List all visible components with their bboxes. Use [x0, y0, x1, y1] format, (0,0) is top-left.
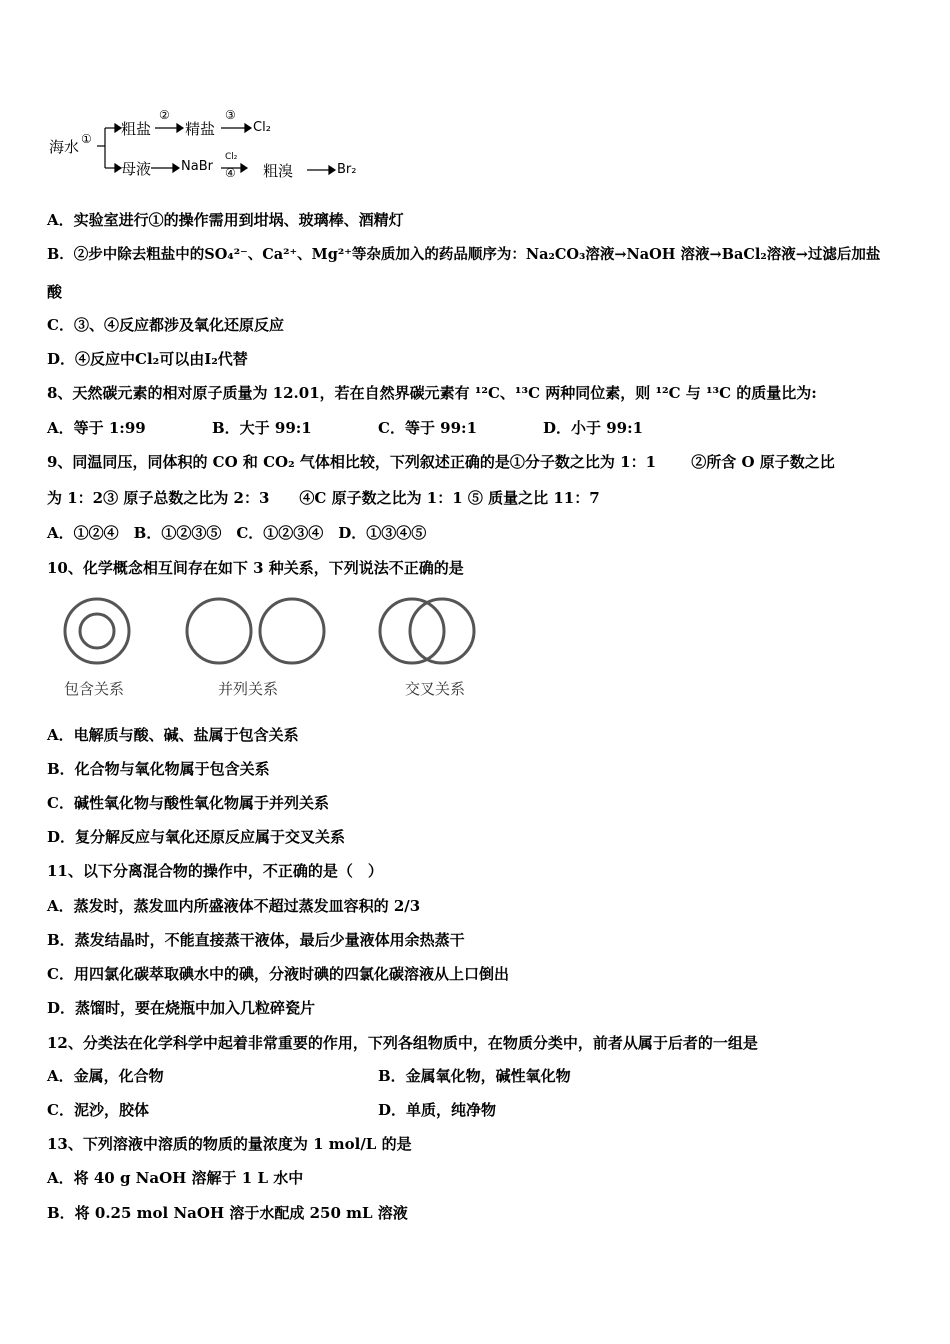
q7-option-a: A．实验室进行①的操作需用到坩埚、玻璃棒、酒精灯: [47, 211, 404, 229]
step3-label: ③: [225, 108, 236, 122]
q9-stem: 9、同温同压，同体积的 CO 和 CO₂ 气体相比较，下列叙述正确的是①分子数之比为 1：1 ②所含 O 原子数之比: [47, 453, 835, 471]
q12-option-d: D．单质，纯净物: [378, 1101, 497, 1119]
q7-option-b: B．②步中除去粗盐中的SO₄²⁻、Ca²⁺、Mg²⁺等杂质加入的药品顺序为：Na₂CO₃溶液→NaOH 溶液→BaCl₂溶液→过滤后加盐: [47, 246, 881, 263]
seawater-process-diagram: [45, 108, 375, 188]
q7-option-c: C．③、④反应都涉及氧化还原反应: [47, 316, 284, 334]
parallel-label: 并列关系: [218, 680, 279, 698]
parallel-left-circle: [187, 599, 251, 663]
refined-salt-label: 精盐: [185, 120, 216, 138]
q8-stem: 8、天然碳元素的相对原子质量为 12.01，若在自然界碳元素有 ¹²C、¹³C 两种同位素，则 ¹²C 与 ¹³C 的质量比为:: [47, 384, 817, 402]
step1-label: ①: [81, 132, 92, 146]
cross-label: 交叉关系: [405, 680, 466, 698]
q11-option-b: B．蒸发结晶时，不能直接蒸干液体，最后少量液体用余热蒸干: [47, 931, 465, 949]
q10-stem: 10、化学概念相互间存在如下 3 种关系，下列说法不正确的是: [47, 559, 464, 577]
br2-label: Br₂: [337, 162, 357, 177]
step4-label: ④: [225, 166, 236, 180]
q12-option-b: B．金属氧化物，碱性氧化物: [378, 1067, 571, 1085]
cl2-reagent-label: Cl₂: [225, 152, 238, 162]
relation-diagrams: [55, 592, 495, 672]
q7-option-b-cont: 酸: [47, 283, 63, 301]
cross-left-circle: [380, 599, 444, 663]
q10-option-d: D．复分解反应与氧化还原反应属于交叉关系: [47, 828, 346, 846]
q12-stem: 12、分类法在化学科学中起着非常重要的作用，下列各组物质中，在物质分类中，前者从属于后者的一组是: [47, 1034, 758, 1052]
parallel-right-circle: [260, 599, 324, 663]
q7-option-d: D．④反应中Cl₂可以由I₂代替: [47, 350, 248, 368]
q8-option-a: A．等于 1:99: [47, 419, 146, 437]
containment-label: 包含关系: [64, 680, 125, 698]
q12-option-a: A．金属，化合物: [47, 1067, 164, 1085]
q13-option-b: B．将 0.25 mol NaOH 溶于水配成 250 mL 溶液: [47, 1204, 408, 1222]
containment-outer-circle: [65, 599, 129, 663]
q11-stem: 11、以下分离混合物的操作中，不正确的是（ ）: [47, 862, 383, 880]
containment-inner-circle: [80, 614, 114, 648]
q9-options: A．①②④ B．①②③⑤ C．①②③④ D．①③④⑤: [47, 524, 427, 542]
q10-option-b: B．化合物与氧化物属于包含关系: [47, 760, 270, 778]
q13-stem: 13、下列溶液中溶质的物质的量浓度为 1 mol/L 的是: [47, 1135, 412, 1153]
q11-option-d: D．蒸馏时，要在烧瓶中加入几粒碎瓷片: [47, 999, 316, 1017]
q11-option-a: A．蒸发时，蒸发皿内所盛液体不超过蒸发皿容积的 2/3: [47, 897, 421, 915]
q11-option-c: C．用四氯化碳萃取碘水中的碘，分液时碘的四氯化碳溶液从上口倒出: [47, 965, 509, 983]
step2-label: ②: [159, 108, 170, 122]
q9-stem-cont: 为 1：2③ 原子总数之比为 2：3 ④C 原子数之比为 1：1 ⑤ 质量之比 11：7: [47, 489, 600, 507]
cl2-label: Cl₂: [253, 120, 271, 135]
q12-option-c: C．泥沙，胶体: [47, 1101, 149, 1119]
q10-option-c: C．碱性氧化物与酸性氧化物属于并列关系: [47, 794, 329, 812]
mother-liquor-label: 母液: [121, 160, 152, 178]
crude-bromine-label: 粗溴: [263, 162, 294, 180]
q8-option-c: C．等于 99:1: [378, 419, 478, 437]
seawater-label: 海水: [49, 138, 80, 156]
cross-right-circle: [410, 599, 474, 663]
nabr-label: NaBr: [181, 159, 213, 174]
q8-option-b: B．大于 99:1: [212, 419, 312, 437]
q8-option-d: D．小于 99:1: [543, 419, 644, 437]
q13-option-a: A．将 40 g NaOH 溶解于 1 L 水中: [47, 1169, 304, 1187]
q10-option-a: A．电解质与酸、碱、盐属于包含关系: [47, 726, 299, 744]
crude-salt-label: 粗盐: [121, 120, 152, 138]
